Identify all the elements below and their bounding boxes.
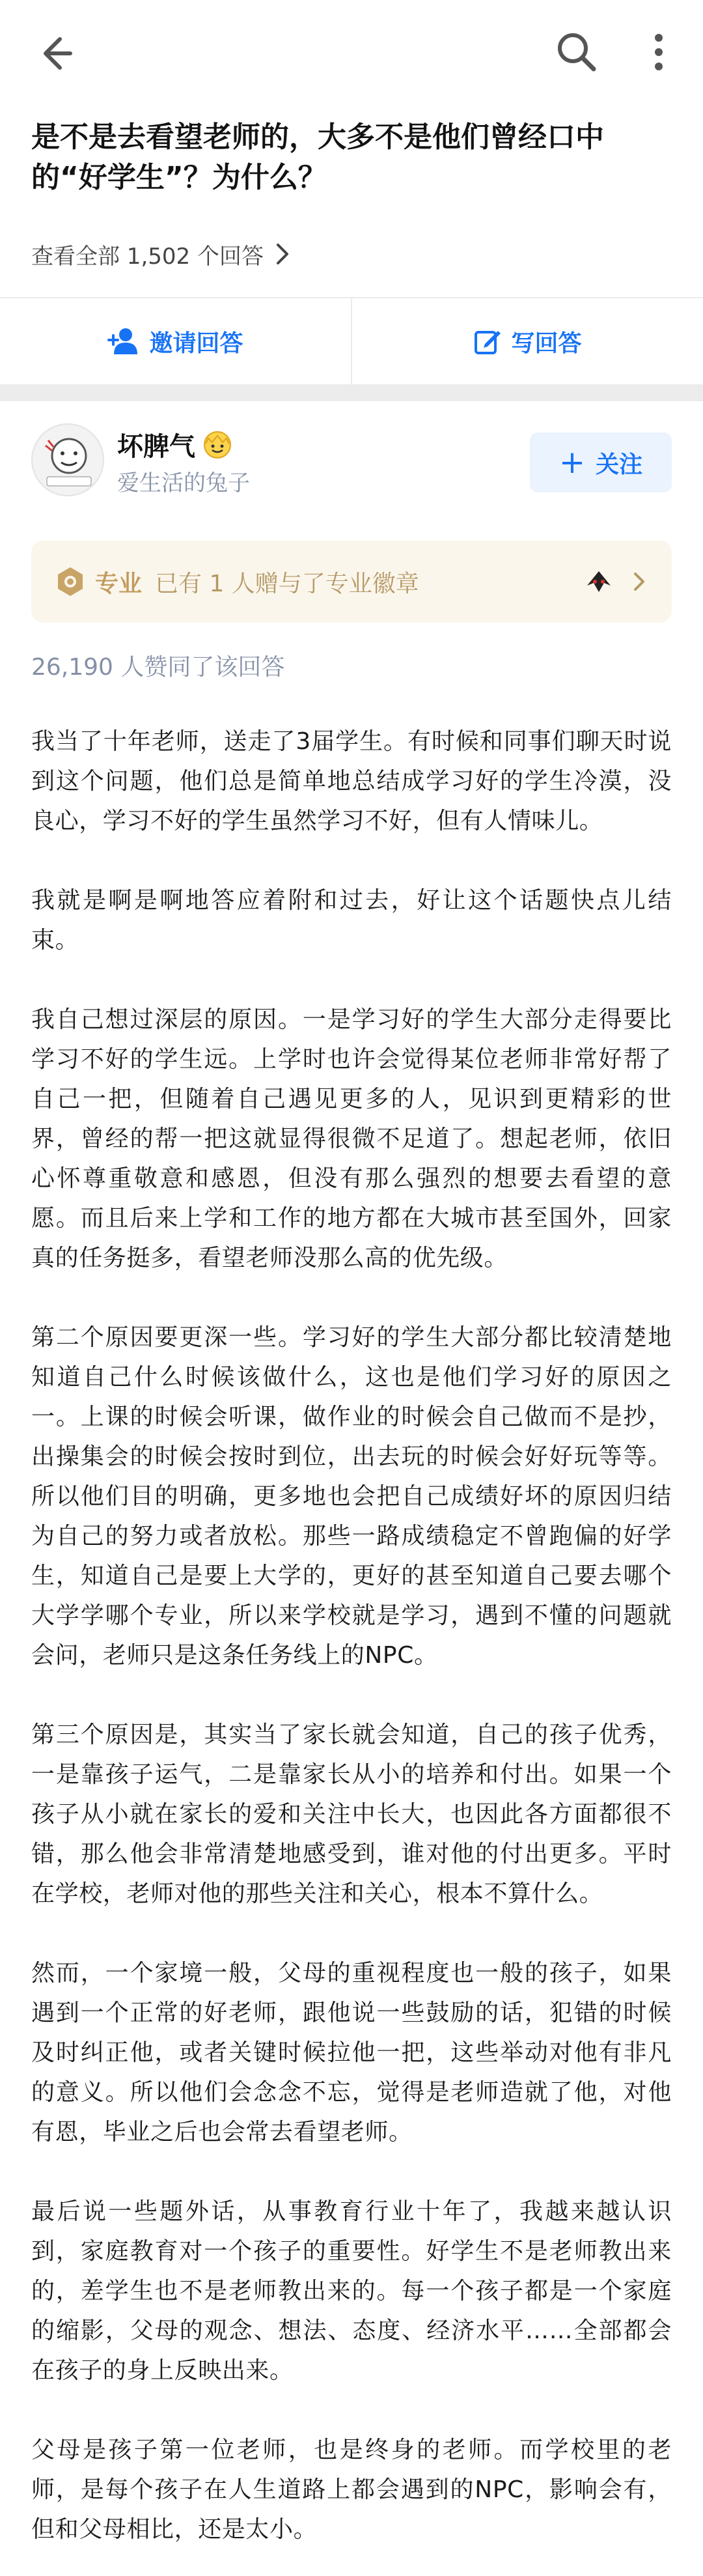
answer-paragraph: 父母是孩子第一位老师，也是终身的老师。而学校里的老师，是每个孩子在人生道路上都会遇到的NPC，影响会有，但和父母相比，还是太小。 xyxy=(31,2437,672,2543)
write-answer-label: 写回答 xyxy=(511,330,582,357)
edit-icon xyxy=(473,327,502,356)
answer-paragraph: 我自己想过深层的原因。一是学习好的学生大部分走得要比学习不好的学生远。上学时也许会觉得某位老师非常好帮了自己一把，但随着自己遇见更多的人，见识到更精彩的世界，曾经的帮一把这就显得很微不足道了。想起老师，依旧心怀尊重敬意和感恩，但没有那么强烈的想要去看望的意愿。而且后来上学和工作的地方都在大城市甚至国外，回家真的任务挺多，看望老师没那么高的优先级。 xyxy=(31,1006,672,1271)
professional-label: 专业 xyxy=(95,570,143,597)
giver-avatar xyxy=(581,563,617,600)
answer-paragraph: 第二个原因要更深一些。学习好的学生大部分都比较清楚地知道自己什么时候该做什么，这也是他们学习好的原因之一。上课的时候会听课，做作业的时候会自己做而不是抄，出操集会的时候会按时到位，出去玩的时候会好好玩等等。所以他们目的明确，更多地也会把自己成绩好坏的原因归结为自己的努力或者放松。那些一路成绩稳定不曾跑偏的好学生，知道自己是要上大学的，更好的甚至知道自己要去哪个大学学哪个专业，所以来学校就是学习，遇到不懂的问题就会问，老师只是这条任务线上的NPC。 xyxy=(31,1324,672,1669)
view-all-answers-link[interactable] xyxy=(31,238,292,270)
more-vertical-icon[interactable] xyxy=(635,29,682,76)
arrow-left-icon[interactable] xyxy=(31,30,78,77)
author-header xyxy=(31,423,672,502)
professional-badge-text: 已有 1 人赠与了专业徽章 xyxy=(155,570,419,597)
chevron-right-icon xyxy=(273,241,292,267)
chevron-right-icon xyxy=(630,569,648,595)
answer-paragraph: 我当了十年老师，送走了3届学生。有时候和同事们聊天时说到这个问题，他们总是简单地总结成学习好的学生冷漠，没良心，学习不好的学生虽然学习不好，但有人情味儿。 xyxy=(31,728,672,834)
plus-icon: + xyxy=(558,444,586,481)
write-answer-button[interactable] xyxy=(352,298,703,384)
search-icon[interactable] xyxy=(553,29,600,76)
professional-badge-icon xyxy=(55,566,86,597)
invite-user-icon xyxy=(107,327,140,356)
badge-giver xyxy=(581,563,648,600)
answer-paragraph: 然而，一个家境一般，父母的重视程度也一般的孩子，如果遇到一个正常的好老师，跟他说一些鼓励的话，犯错的时候及时纠正他，或者关键时候拉他一把，这些举动对他有非凡的意义。所以他们会念念不忘，觉得是老师造就了他，对他有恩，毕业之后也会常去看望老师。 xyxy=(31,1960,672,2145)
follow-button[interactable] xyxy=(530,432,672,492)
top-bar xyxy=(0,0,703,104)
upvote-count: 26,190 人赞同了该回答 xyxy=(31,654,285,681)
invite-answer-label: 邀请回答 xyxy=(149,330,243,357)
author-bio: 爱生活的兔子 xyxy=(117,470,250,496)
answer-paragraph: 第三个原因是，其实当了家长就会知道，自己的孩子优秀，一是靠孩子运气，二是靠家长从小的培养和付出。如果一个孩子从小就在家长的爱和关注中长大，也因此各方面都很不错，那么他会非常清楚地感受到，谁对他的付出更多。平时在学校，老师对他的那些关注和关心，根本不算什么。 xyxy=(31,1721,672,1907)
author-name[interactable] xyxy=(117,426,233,463)
view-all-label: 查看全部 1,502 个回答 xyxy=(31,243,264,270)
answer-content xyxy=(31,722,672,2576)
professional-badge-bar[interactable] xyxy=(31,541,672,623)
question-title[interactable]: 是不是去看望老师的，大多不是他们曾经口中的“好学生”？为什么？ xyxy=(31,120,604,194)
follow-label: 关注 xyxy=(596,451,643,478)
invite-answer-button[interactable] xyxy=(0,298,351,384)
section-separator xyxy=(0,384,703,401)
answer-paragraph: 最后说一些题外话，从事教育行业十年了，我越来越认识到，家庭教育对一个孩子的重要性。好学生不是老师教出来的，差学生也不是老师教出来的。每一个孩子都是一个家庭的缩影，父母的观念、想法、态度、经济水平……全部都会在孩子的身上反映出来。 xyxy=(31,2198,672,2384)
smile-emoji-icon xyxy=(202,429,233,460)
author-name-text: 坏脾气 xyxy=(117,432,195,462)
question-actions xyxy=(0,298,703,384)
avatar[interactable] xyxy=(31,423,104,496)
answer-paragraph: 我就是啊是啊地答应着附和过去，好让这个话题快点儿结束。 xyxy=(31,887,672,954)
